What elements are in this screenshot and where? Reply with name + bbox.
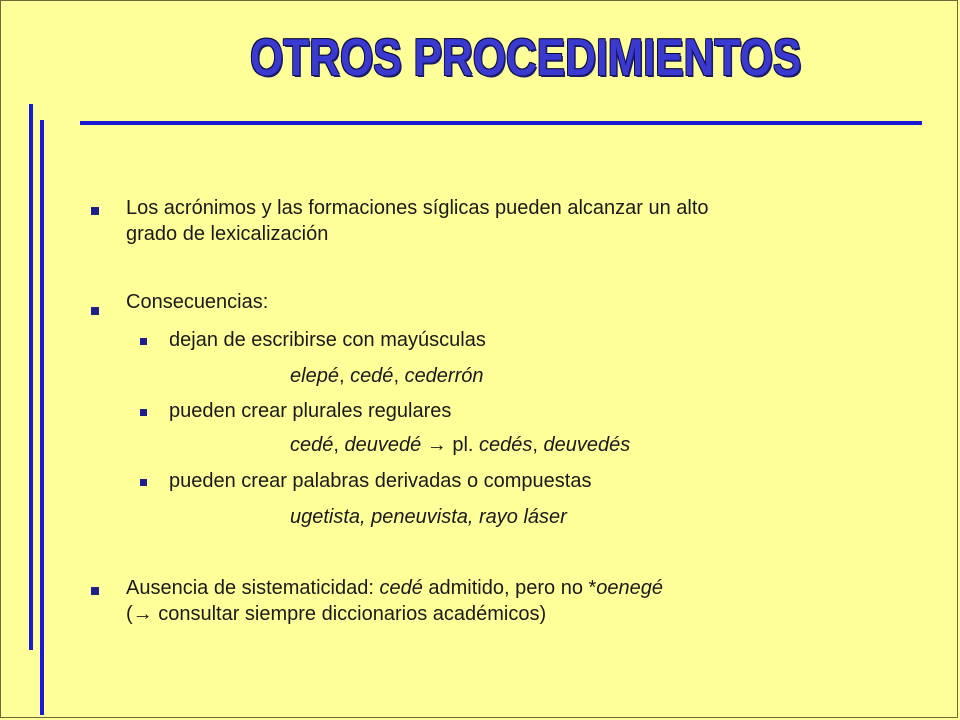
ausencia-middle: admitido, pero no * <box>422 577 597 599</box>
sub-item-1: dejan de escribirse con mayúsculas <box>169 329 486 351</box>
slide-title: OTROS PROCEDIMIENTOS <box>250 29 802 87</box>
bullet-square-icon <box>91 587 99 595</box>
plural-arrow: → pl. <box>421 434 480 456</box>
sub-item-2-examples <box>290 433 630 458</box>
bullet-square-icon <box>91 307 99 315</box>
sub-bullet-square-icon <box>140 338 147 345</box>
example-word: cedés <box>479 434 533 456</box>
intro-text-line-2: grado de lexicalización <box>126 223 329 245</box>
example-word: cedé <box>379 577 423 599</box>
example-word: deuvedés <box>543 434 631 456</box>
ausencia-prefix: Ausencia de sistematicidad: <box>126 577 380 599</box>
left-accent-line-1 <box>29 104 33 650</box>
separator: , <box>393 365 405 387</box>
example-word: cedé <box>350 365 394 387</box>
separator: , <box>338 365 351 387</box>
example-word: oenegé <box>596 577 664 599</box>
intro-text-line-1: Los acrónimos y las formaciones síglicas pueden alcanzar un alto <box>126 197 709 219</box>
example-word: cedé <box>290 434 334 456</box>
separator: , <box>333 434 345 456</box>
title-underline <box>80 121 922 125</box>
sub-bullet-square-icon <box>140 409 147 416</box>
sub-item-3-examples: ugetista, peneuvista, rayo láser <box>290 506 567 528</box>
sub-item-2: pueden crear plurales regulares <box>169 400 452 422</box>
example-word: cederrón <box>404 365 484 387</box>
sub-item-1-examples <box>290 364 484 389</box>
separator: , <box>532 434 544 456</box>
sub-item-3: pueden crear palabras derivadas o compuestas <box>169 470 592 492</box>
sub-bullet-square-icon <box>140 479 147 486</box>
ausencia-text-line-2: (→ consultar siempre diccionarios académicos) <box>126 603 547 625</box>
example-word: elepé <box>290 365 339 387</box>
bullet-square-icon <box>91 207 99 215</box>
consecuencias-heading: Consecuencias: <box>126 291 269 313</box>
left-accent-line-2 <box>40 120 44 715</box>
ausencia-text-line-1 <box>126 576 663 601</box>
example-word: deuvedé <box>344 434 422 456</box>
